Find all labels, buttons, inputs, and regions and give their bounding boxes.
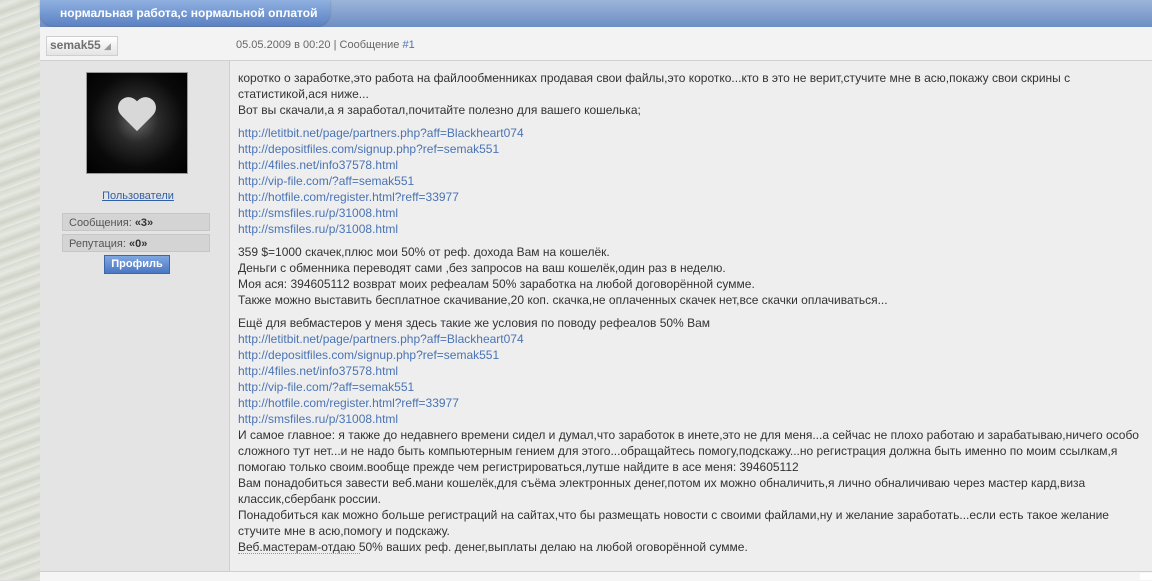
stat-messages [62,213,210,231]
profile-button[interactable]: Профиль [104,255,170,274]
post-link[interactable]: http://smsfiles.ru/p/31008.html [238,222,399,236]
stat-reputation-value: «0» [128,238,148,250]
user-group-link[interactable]: Пользователи [102,190,174,202]
post-link[interactable]: http://depositfiles.com/signup.php?ref=semak551 [238,142,500,156]
signature-divider [238,553,360,554]
post-link[interactable]: http://letitbit.net/page/partners.php?aff=Blackheart074 [238,332,524,346]
post-links-1 [238,125,1148,237]
post-meta [236,39,415,51]
post-link[interactable]: http://letitbit.net/page/partners.php?aff=Blackheart074 [238,126,524,140]
post-paragraph: Также можно выставить бесплатное скачивание,20 коп. скачка,не оплаченных скачек нет,все скачки оплачиваться... [238,293,888,307]
post-link[interactable]: http://smsfiles.ru/p/31008.html [238,206,399,220]
post-paragraph: Вам понадобиться завести веб.мани кошелёк,для съёма электронных денег,потом их можно обналичить,я лично обналичиваю через мастер кард,виза классик,сбербанк россии. [238,476,1086,506]
post-link[interactable]: http://hotfile.com/register.html?reff=33977 [238,396,459,410]
author-name[interactable]: semak55 [50,38,101,52]
post-paragraph: Деньги с обменника переводят сами ,без запросов на ваш кошелёк,один раз в неделю. [238,261,726,275]
post-paragraph: Понадобиться как можно больше регистраций на сайтах,что бы размещать новости с своими файлами,ну и желание заработать...если есть такое желание стучите мне в асю,помогу и подскажу. [238,508,1109,538]
post-paragraph: Ещё для вебмастеров у меня здесь такие же условия по поводу рефеалов 50% Вам [238,316,710,330]
post-link[interactable]: http://vip-file.com/?aff=semak551 [238,174,415,188]
post-link[interactable]: http://hotfile.com/register.html?reff=33977 [238,190,459,204]
author-dropdown-icon[interactable]: ◢ [104,41,111,51]
post-header-bar [40,27,1152,61]
post-intro [238,70,1148,118]
post-link[interactable]: http://4files.net/info37578.html [238,364,399,378]
stat-messages-value: «3» [134,217,154,229]
page-background-strip [0,0,40,580]
post-meta-separator: | [330,39,340,51]
post-paragraph: И самое главное: я также до недавнего времени сидел и думал,что заработок в инете,это не для меня...а сейчас не плохо работаю и зарабатываю,ничего особо сложного тут нет...и не надо быть компьютерным гением для этого...обращайтесь помогу,подскажу...но регистрация должна быть именно по моим ссылкам,я помогаю только своим.вообще прежде чем регистрироваться,лутше найдите в асе меня: 394605112 [238,428,1139,474]
post-number-link[interactable]: #1 [402,39,415,51]
post-paragraph: Вот вы скачали,а я заработал,почитайте полезно для вашего кошелька; [238,103,641,117]
post-link[interactable]: http://vip-file.com/?aff=semak551 [238,380,415,394]
post-webmasters [238,315,1148,555]
post-body [238,70,1148,555]
post-link[interactable]: http://4files.net/info37578.html [238,158,399,172]
post-date: 05.05.2009 в 00:20 [236,39,331,51]
footer-corner [1140,573,1152,580]
thread-title: нормальная работа,с нормальной оплатой [60,6,318,20]
avatar-heart-icon [116,98,158,138]
post-link[interactable]: http://smsfiles.ru/p/31008.html [238,412,399,426]
post-earnings [238,244,1148,308]
stat-reputation [62,234,210,252]
post-paragraph: 359 $=1000 скачек,плюс мои 50% от реф. дохода Вам на кошелёк. [238,245,610,259]
post-message-label: Сообщение [339,39,403,51]
post-paragraph: коротко о заработке,это работа на файлообменниках продавая свои файлы,это коротко...кто в это не верит,стучите мне в асю,покажу свои скрины с статистикой,ася ниже... [238,71,1071,101]
stat-messages-label: Сообщения: [69,217,135,229]
stat-reputation-label: Репутация: [69,238,129,250]
post-link[interactable]: http://depositfiles.com/signup.php?ref=semak551 [238,348,500,362]
post-paragraph: Веб.мастерам-отдаю 50% ваших реф. денег,выплаты делаю на любой оговорённой сумме. [238,540,748,554]
post-paragraph: Моя ася: 394605112 возврат моих рефеалам 50% заработка на любой договорённой сумме. [238,277,755,291]
